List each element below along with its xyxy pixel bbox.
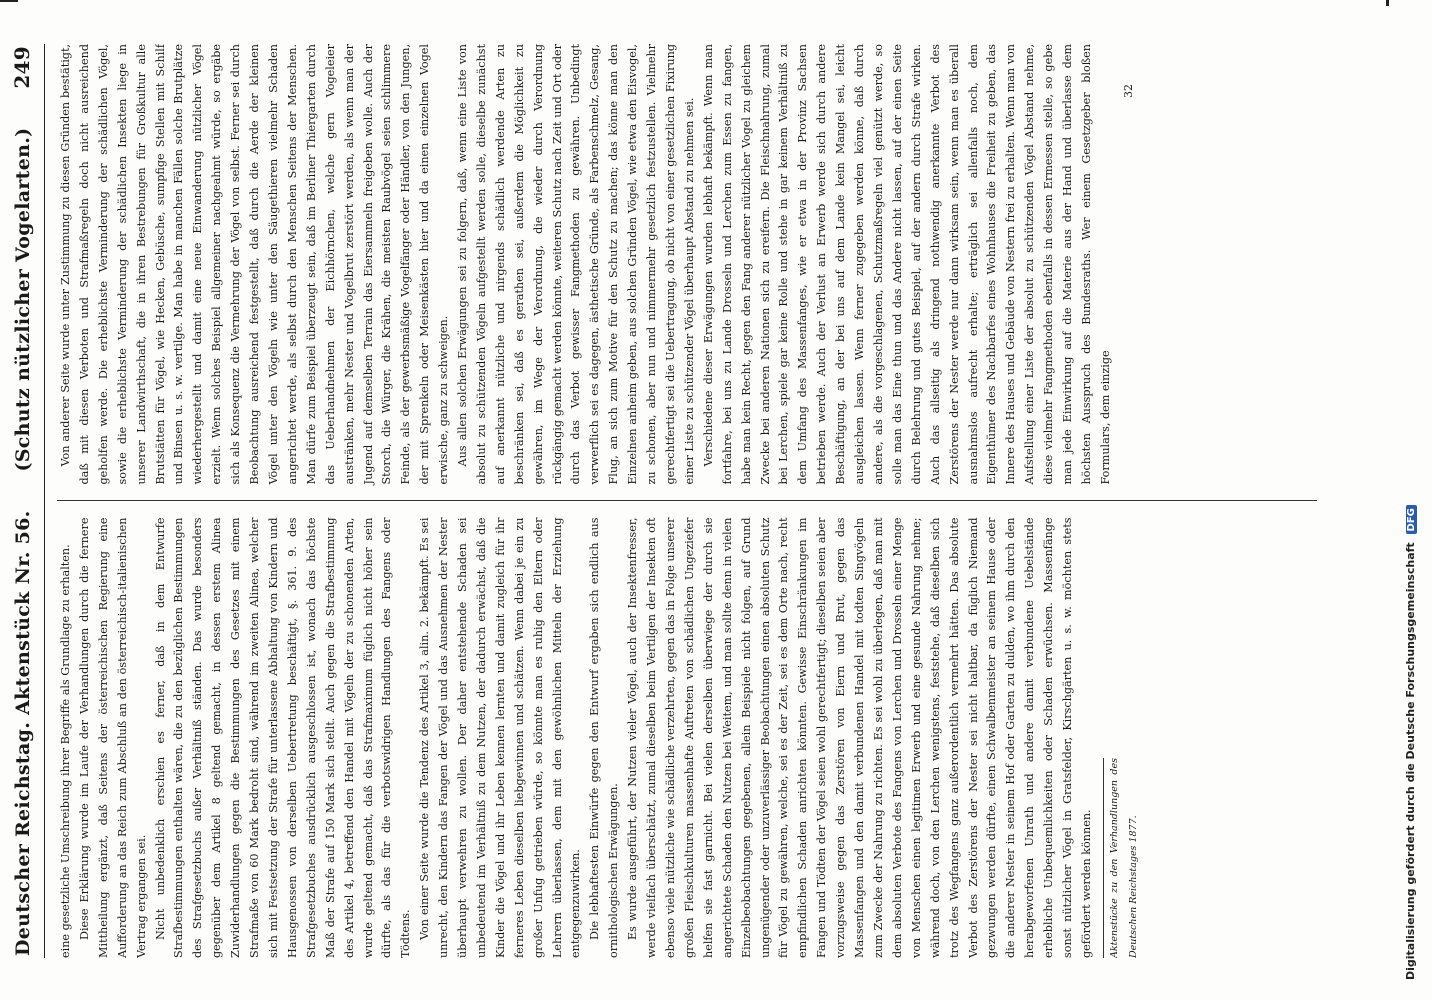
- paragraph: Diese Erklärung wurde im Laufe der Verhandlungen durch die fernere Mittheilung ergänzt, daß Seitens der österreichischen Regierung eine Aufforderung an das Reich zum Abschluß an den österreichisch-italienischen Vertrag ergangen sei.: [77, 517, 148, 958]
- paragraph: Nicht unbedenklich erschien es ferner, daß in dem Entwurfe Strafbestimmungen enthalten wären, die zu den bezüglichen Bestimmungen des Strafgesetzbuchs außer Verhältniß ständen. Das wurde besonders gegenüber dem Artikel 8 geltend gemacht, in dessen erstem Alinea Zuwiderhandlungen gegen die Bestimmungen des Gesetzes mit einem Strafmaße von 60 Mark bedroht sind, während im zweiten Alinea, welcher sich mit Festsetzung der Strafe für unterlassene Abhaltung von Kindern und Hausgenossen von derselben Uebertretung beschäftigt, §. 361. 9. des Strafgesetzbuches ausdrücklich ausgeschlossen ist, wonach das höchste Maß der Strafe auf 150 Mark sich stellt. Auch gegen die Strafbestimmung des Artikel 4, betreffend den Handel mit Vögeln der zu schonenden Arten, wurde geltend gemacht, daß das Strafmaximum füglich nicht höher sein dürfte, als das für die verbotswidrigen Handlungen des Fangens oder Tödtens.: [153, 517, 413, 958]
- page-number: 249: [10, 46, 34, 89]
- paragraph: Die lebhaftesten Einwürfe gegen den Entwurf ergaben sich endlich aus ornithologischen Erwägungen.: [588, 517, 621, 958]
- right-column: [57, 44, 1317, 501]
- dfg-credit-text: Digitalisierung gefördert durch die Deutsche Forschungsgemeinschaft: [1404, 542, 1417, 980]
- signature-number: 32: [1121, 84, 1135, 98]
- header-publication: Deutscher Reichstag. Aktenstück Nr. 56.: [12, 510, 34, 956]
- text-columns: [57, 44, 1317, 958]
- paragraph: eine gesetzliche Umschreibung ihrer Begriffe als Grundlage zu erhalten.: [59, 544, 72, 958]
- dfg-logo-icon: DFG: [1406, 505, 1417, 534]
- dfg-credit: [1404, 505, 1417, 980]
- paragraph: Verschiedene dieser Erwägungen wurden lebhaft bekämpft. Wenn man fortfahre, bei uns zu Lande Drosseln und Lerchen zum Essen zu fangen, habe man kein Recht, gegen den Fang anderer nützlicher Vogel zu gleichem Zwecke bei anderen Nationen sich zu ereifern. Die Fleischnahrung, zumal bei Lerchen, spiele gar keine Rolle und stehe in gar keinem Verhältniß zu dem Umfang des Massenfanges, wie er etwa in der Provinz Sachsen betrieben werde. Auch der Verlust an Erwerb werde sich durch andere Beschäftigung, an der bei uns auf dem Lande kein Mangel sei, leicht ausgleichen lassen. Wenn ferner zugegeben werden könne, daß durch andere, als die vorgeschlagenen, Schutzmaßregeln viel genützt werde, so solle man das Eine thun und das Andere nicht lassen, auf der einen Seite durch Belehrung und gutes Beispiel, auf der andern durch Strafe wirken. Auch das allseitig als dringend nothwendig anerkannte Verbot des Zerstörens der Nester werde nur dann wirksam sein, wenn man es überall ausnahmslos aufrecht erhalte; erträglich sei allenfalls noch, dem Eigenthümer des Nachbarfes eines Wohnhauses die Freiheit zu geben, das Innere des Hauses und Gebäude von Nestern frei zu erhalten. Wenn man von Aufstellung einer Liste der absolut zu schützenden Vögel Abstand nehme, diese vielmehr Fangmethoden ebenfalls in dessen Ermessen stelle, so gebe man jede Einwirkung auf die Materie aus der Hand und überlasse dem höchsten Ausspruch des Bundesraths. Wer einem Gesetzgeber bloßen Formulars, dem einzige: [701, 44, 1112, 485]
- page-header: [10, 44, 45, 958]
- footnote: Aktenstücke zu den Verhandlungen des Deutschen Reichstages 1877.: [1103, 758, 1144, 958]
- paragraph: Es wurde ausgeführt, der Nutzen vieler Vögel, auch der Insektenfresser, werde vielfach überschätzt, zumal dieselben beim Vertilgen der Insekten oft ebenso viele nützliche wie schädliche verzehrten, gegen das in Folge unserer großen Fleischkulturen massenhafte Auftreten von schädlichen Ungeziefer helfen sie fast garnicht. Bei vielen derselben überwiege der durch sie angerichtete Schaden den Nutzen bei Weitem, und man sollte denn in vielen Einzelbeobachtungen gegebenen, allein Beispiele nicht folgen, auf Grund ungenügender oder unzuverlässiger Beobachtungen einen absoluten Schutz für Vögel zu gewähren, welche, sei es der Zeit, sei es dem Orte nach, recht empfindlichen Schaden anrichten könnten. Gewisse Einschränkungen im Fangen und Tödten der Vögel seien wohl gerechtfertigt; dieselben seien aber vorzugsweise gegen das Zerstören von Eiern und Brut, gegen das Massenfangen und den damit verbundenen Handel mit todten Singvögeln zum Zwecke der Nahrung zu richten. Es sei wohl zu überlegen, daß man mit dem absoluten Verbote des Fangens von Lerchen und Drosseln einer Menge von Menschen einen legitimen Erwerb und eine gesunde Nahrung nehme; während doch, von den Lerchen wenigstens, feststehe, daß dieselben sich trotz des Wegfangens ganz außerordentlich vermehrt hätten. Das absolute Verbot des Zerstörens der Nester sei nicht haltbar, da füglich Niemand gezwungen werden dürfte, einen Schwalbenmeister an seinem Hause oder die anderer Nester in seinem Hof oder Garten zu dulden, wo ihm durch den herabgeworfenen Unrath und andere damit verbundene Uebelstände erhebliche Unbequemlichkeiten oder Schaden erwüchsen. Massenfänge sonst nützlicher Vögel in Gratsfelder, Kirschgärten u. s. w. möchten stets gefördert werden können.: [626, 517, 1093, 958]
- scan-mark: [1386, 0, 1389, 6]
- paragraph: Von einer Seite wurde die Tendenz des Artikel 3, alin. 2. bekämpft. Es sei unrecht, den Kindern das Fangen der Vögel und das Ausnehmen der Nester überhaupt verwehren zu wollen. Der daher entstehende Schaden sei unbedeutend im Verhältniß zu dem Nutzen, der dadurch erwächst, daß die Kinder die Vögel und ihr Leben kennen lernten und damit zugleich für ihr ferneres Leben dieselben liebgewinnen und schätzen. Wenn dabei je ein zu großer Unfug getrieben würde, so könnte man es ruhig den Eltern oder Lehrern überlassen, dem mit den gewöhnlichen Mitteln der Erziehung entgegenzuwirken.: [418, 517, 583, 958]
- dfg-credit-strip: [1392, 0, 1432, 1000]
- header-subject: (Schutz nützlicher Vogelarten.): [12, 127, 34, 472]
- scan-mark: [0, 0, 18, 2]
- left-column: [57, 501, 1317, 959]
- paragraph: Aus allen solchen Erwägungen sei zu folgern, daß, wenn eine Liste von absolut zu schützenden Vögeln aufgestellt werden solle, dieselbe zunächst auf anerkannt nützliche und nirgends schädlich werdende Arten zu beschränken sei, daß es gerathen sei, außerdem die Möglichkeit zu gewähren, im Wege der Verordnung, die wieder durch Verordnung rückgängig gemacht werden könnte, weiteren Schutz nach Zeit und Ort oder durch das Verbot gewisser Fangmethoden zu gewähren. Unbedingt verwerflich sei es dagegen, ästhetische Gründe, als Farbenschmelz, Gesang, Flug, an sich zum Motive für den Schutz zu machen; das könne man den Einzelnen anheim geben, aus solchen Gründen Vögel, wie etwa den Eisvogel, zu schonen, aber nun und nimmermehr gesetzlich festzustellen. Vielmehr gerechtfertigt sei die Uebertragung, ob nicht von einer gesetzlichen Fixirung einer Liste zu schützender Vögel überhaupt Abstand zu nehmen sei.: [456, 44, 696, 485]
- paragraph: Von anderer Seite wurde unter Zustimmung zu diesen Gründen bestätigt, daß mit diesen Verboten und Strafmaßregeln doch nicht ausreichend geholfen werde. Die erheblichste Verminderung der schädlichen Vögel, sowie die erheblichste Verminderung der schädlichen Insekten liege in unserer Landwirthschaft, die in ihren Bestrebungen für Großkultur alle Brutstätten für Vögel, wie Hecken, Gebüsche, sumpfige Stellen mit Schilf und Binsen u. s. w. vertilge. Man habe in manchen Fällen solche Brutplätze wiederhergestellt und damit eine neue Einwanderung nützlicher Vögel erzielt. Wenn solches Beispiel allgemeiner nachgeahmt würde, so ergäbe sich als Konsequenz die Vermehrung der Vögel von selbst. Ferner sei durch Beobachtung ausreichend festgestellt, daß durch die Aerde der kleinen Vögel unter den Vögeln wie unter den Säugethieren vielmehr Schaden angerichtet werde, als selbst durch den Menschen Seitens der Menschen. Man dürfe zum Beispiel überzeugt sein, daß im Berliner Thiergarten durch das Ueberhandnehmen der Eichhörnchen, welche gern Vogeleier austränken, mehr Nester und Vogelbrut zerstört werden, als wenn man der Jugend auf demselben Terrain das Eiersammeln freigeben wolle. Auch der Storch, die Würger, die Krähen, die meisten Raubvögel seien schlimmere Feinde, als der gewerbsmäßige Vogelfänger oder Händler, von den Jungen, der mit Sprenkeln oder Meisenkästen hier und da einen einzelnen Vogel erwische, ganz zu schweigen.: [59, 44, 451, 485]
